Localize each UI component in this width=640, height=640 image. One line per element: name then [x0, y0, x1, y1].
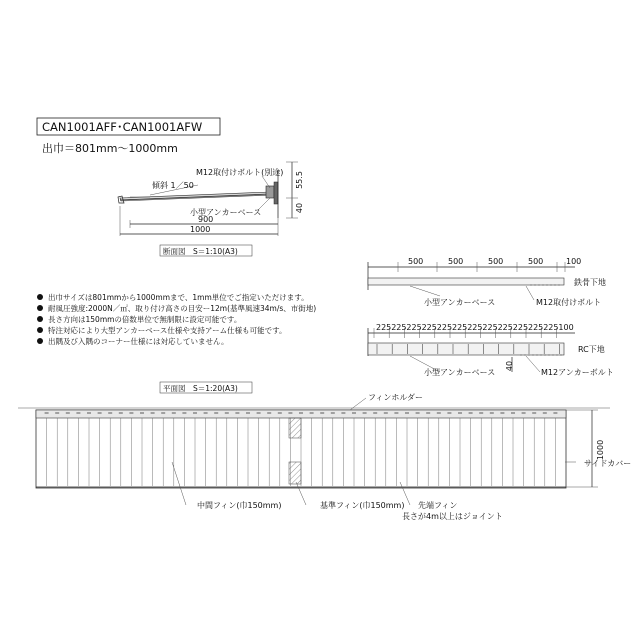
anchor-bottom-dim: 225 [528, 323, 544, 332]
tip-fin-label: 先端フィン [418, 501, 458, 510]
model-title: CAN1001AFF･CAN1001AFW [42, 120, 203, 134]
anchor-top-anchor-label: 小型アンカーベース [424, 298, 496, 307]
notes-list [37, 292, 316, 346]
anchor-top-dim-4: 500 [528, 257, 544, 266]
section-anchor-label: 小型アンカーベース [190, 208, 262, 217]
anchor-bottom-dim: 225 [512, 323, 529, 332]
width-range: 出巾＝801mm〜1000mm [42, 142, 178, 155]
anchor-bottom-dim-40: 40 [505, 360, 514, 372]
anchor-bottom-anchor-label: 小型アンカーベース [424, 368, 496, 377]
anchor-bottom-dim: 100 [558, 323, 574, 332]
anchor-top-dim-5: 100 [566, 257, 582, 266]
anchor-top-dim-1: 500 [408, 257, 424, 266]
anchor-bottom-dim: 225 [497, 323, 513, 332]
section-bolt-label: M12取付けボルト(別途) [196, 168, 284, 177]
anchor-bottom-dim: 225 [391, 323, 407, 332]
note-4: 特注対応により大型アンカーベース仕様や支持アーム仕様も可能です。 [48, 326, 287, 335]
section-dim-1000: 1000 [190, 225, 211, 234]
plan-drawing [18, 398, 610, 505]
section-dim-555: 55.5 [295, 171, 304, 189]
anchor-bottom-bolt-label: M12アンカーボルト [541, 368, 614, 377]
note-1: 出巾サイズは801mmから1000mmまで、1mm単位でご指定いただけます。 [48, 293, 309, 302]
fin-holder-label: フィンホルダー [368, 393, 424, 402]
plan-dim-1000: 1000 [596, 439, 605, 461]
anchor-top-dim-2: 500 [448, 257, 464, 266]
anchor-bottom-dim: 225 [436, 323, 453, 332]
middle-fin-label: 中間フィン(巾150mm) [197, 501, 282, 510]
plan-title: 平面図 S＝1:20(A3) [163, 384, 238, 393]
section-slope-label: 傾斜 1／50 [152, 181, 194, 190]
tip-fin-note: 長さが4m以上はジョイント [402, 512, 503, 521]
section-title: 断面図 S＝1:10(A3) [163, 247, 238, 256]
anchor-bottom-dim: 225 [406, 323, 422, 332]
anchor-top-bolt-label: M12取付けボルト [536, 298, 602, 307]
anchor-layout-steel [368, 262, 575, 300]
anchor-bottom-dim: 225 [421, 323, 437, 332]
section-dim-40: 40 [295, 202, 304, 214]
anchor-bottom-dim: 225 [467, 323, 483, 332]
anchor-bottom-dim: 225 [376, 323, 392, 332]
note-3: 長さ方向は150mmの倍数単位で無制限に設定可能です。 [48, 315, 242, 324]
anchor-bottom-base-label: RC下地 [578, 345, 605, 354]
note-5: 出隅及び入隅のコーナー仕様には対応していません。 [48, 337, 229, 346]
anchor-top-dim-3: 500 [488, 257, 504, 266]
anchor-bottom-dim: 225 [482, 323, 498, 332]
anchor-bottom-dim: 225 [452, 323, 468, 332]
base-fin-label: 基準フィン(巾150mm) [320, 501, 405, 510]
note-2: 耐風圧強度:2000N／㎡、取り付け高さの目安ー12m(基準風速34m/s、市街地) [48, 304, 317, 313]
anchor-bottom-dim: 225 [543, 323, 559, 332]
section-dim-900: 900 [198, 215, 214, 224]
side-cover-label: サイドカバー [584, 459, 632, 468]
anchor-top-base-label: 鉄骨下地 [574, 278, 606, 287]
